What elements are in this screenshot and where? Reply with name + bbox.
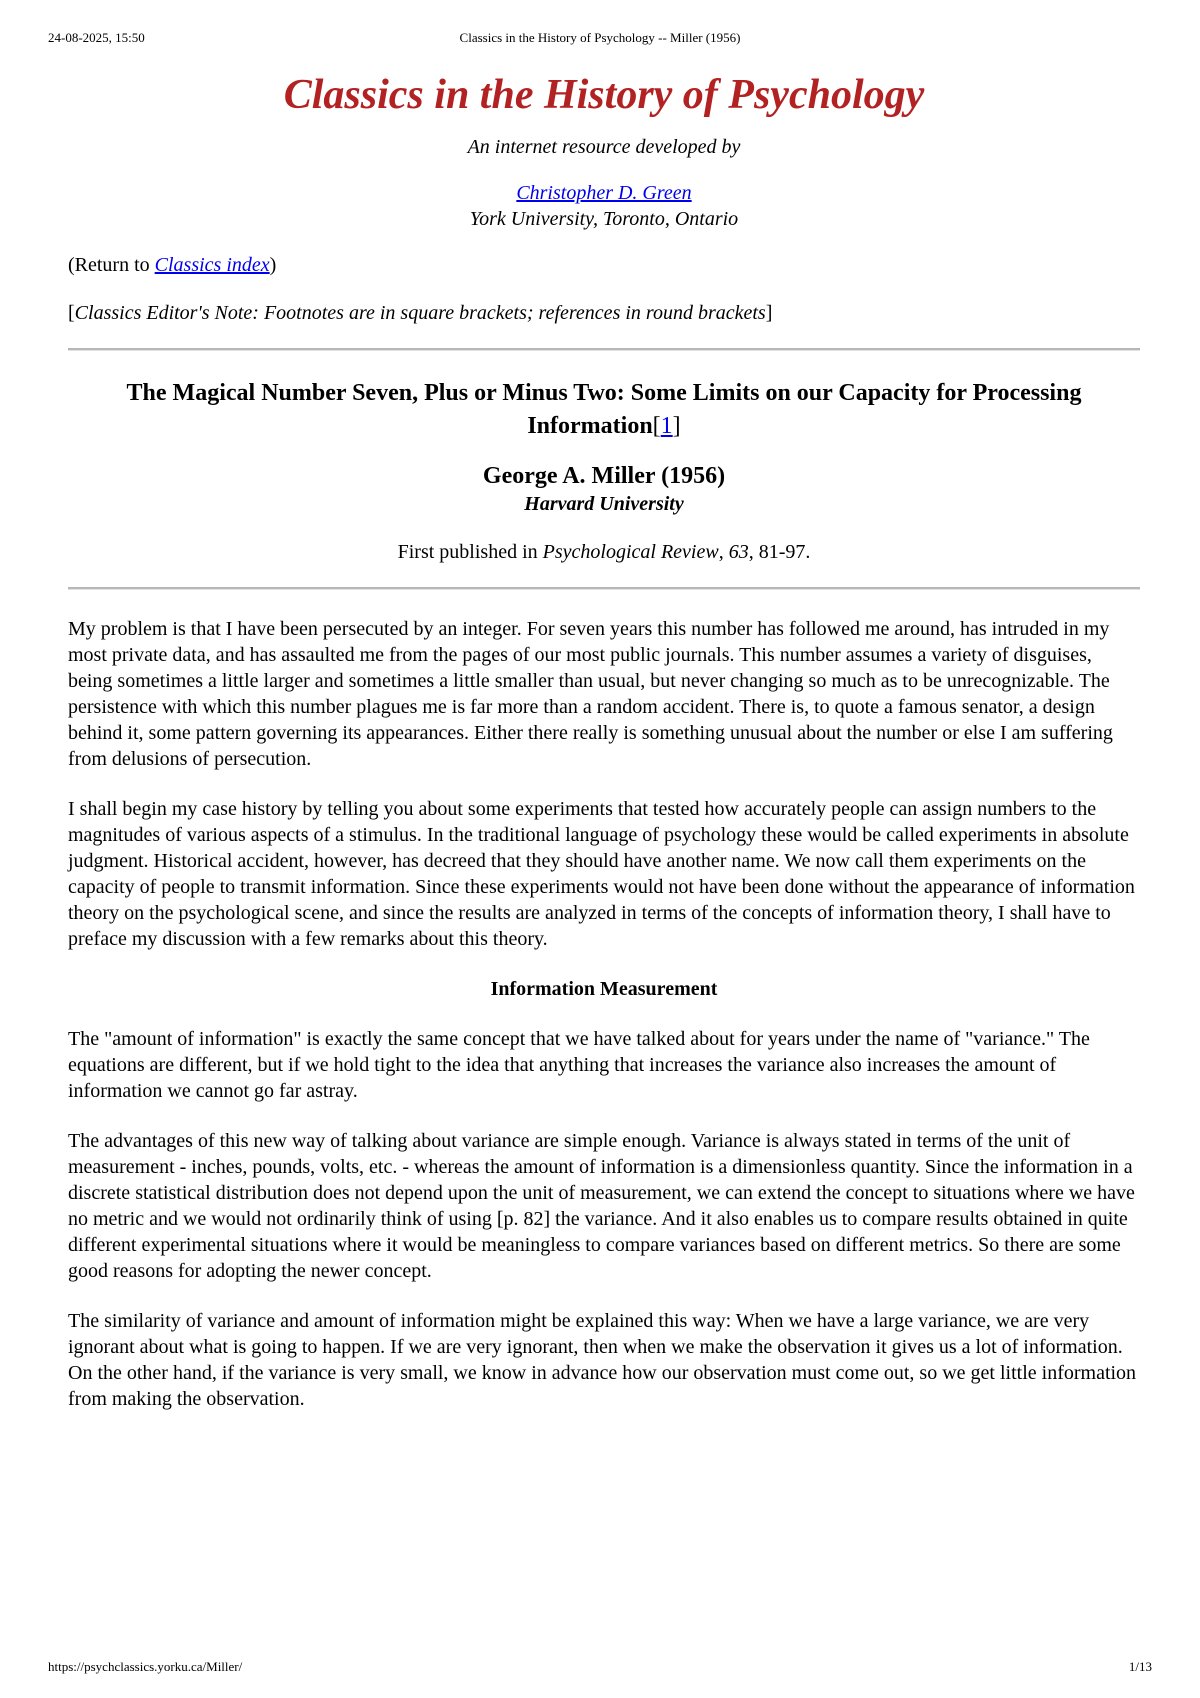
body-paragraph-2: I shall begin my case history by telling you about some experiments that tested how accurately people can assign numbers to the magnitudes of various aspects of a stimulus. In the traditional language of psychology these would be called experiments in absolute judgment. Historical accident, however, has decreed that they should have another name. We now call them experiments on the capacity of people to transmit information. Since these experiments would not have been done without the appearance of information theory on the psychological scene, and since the results are analyzed in terms of the concepts of information theory, I shall have to preface my discussion with a few remarks about this theory. (68, 798, 1135, 950)
footnote-ref (653, 413, 681, 439)
divider-top (68, 348, 1140, 351)
print-header (48, 30, 1152, 48)
return-nav (68, 252, 1140, 278)
paper-institution: Harvard University (524, 493, 684, 515)
return-prefix: (Return to (68, 254, 155, 276)
editor-note-open: [ (68, 302, 75, 324)
body-paragraph-3: The "amount of information" is exactly the same concept that we have talked about for years under the name of "variance." The equations are different, but if we hold tight to the idea that anything that increases the variance also increases the amount of information we cannot go far astray. (68, 1028, 1090, 1102)
paper-title (68, 377, 1140, 443)
footnote-open: [ (652, 413, 661, 439)
site-tagline: An internet resource developed by (467, 136, 741, 158)
editor-note (68, 300, 1140, 326)
site-title: Classics in the History of Psychology (283, 72, 925, 118)
divider-bottom (68, 587, 1140, 590)
classics-index-link[interactable]: Classics index (154, 254, 270, 276)
paper-author: George A. Miller (1956) (482, 463, 726, 489)
print-url: https://psychclassics.yorku.ca/Miller/ (48, 1659, 243, 1674)
journal-pages: , 81-97. (748, 541, 811, 563)
editor-note-text: Classics Editor's Note: Footnotes are in square brackets; references in round brackets (74, 302, 766, 324)
developer-line (68, 180, 1140, 206)
body-paragraph-4: The advantages of this new way of talking about variance are simple enough. Variance is always stated in terms of the unit of measurement - inches, pounds, volts, etc. - whereas the amount of information is a dimensionless quantity. Since the information in a discrete statistical distribution does not depend upon the unit of measurement, we can extend the concept to situations where we have no metric and we would not ordinarily think of using [p. 82] the variance. And it also enables us to compare results obtained in quite different experimental situations where it would be meaningless to compare variances based on different metrics. So there are some good reasons for adopting the newer concept. (68, 1130, 1135, 1282)
print-page-number: 1/13 (1128, 1659, 1152, 1674)
footnote-close: ] (672, 413, 681, 439)
paper-title-text: The Magical Number Seven, Plus or Minus Two: Some Limits on our Capacity for Processing Information (126, 380, 1082, 439)
print-footer (48, 1659, 1152, 1677)
return-suffix: ) (269, 254, 277, 276)
developer-affiliation: York University, Toronto, Ontario (469, 208, 739, 230)
developer-link[interactable]: Christopher D. Green (516, 182, 692, 204)
body-paragraph-5: The similarity of variance and amount of information might be explained this way: When we have a large variance, we are very ignorant about what is going to happen. If we are very ignorant, then when we make the observation it gives us a lot of information. On the other hand, if the variance is very small, we know in advance how our observation must come out, so we get little information from making the observation. (68, 1310, 1137, 1410)
print-page-title: Classics in the History of Psychology -- Miller (1956) (459, 30, 741, 45)
journal-volume: 63 (728, 541, 749, 563)
editor-note-close: ] (765, 302, 773, 324)
section-heading: Information Measurement (490, 978, 718, 1000)
pub-prefix: First published in (397, 541, 543, 563)
body-paragraph-1: My problem is that I have been persecuted by an integer. For seven years this number has followed me around, has intruded in my most private data, and has assaulted me from the pages of our most public journals. This number assumes a variety of disguises, being sometimes a little larger and sometimes a little smaller than usual, but never changing so much as to be unrecognizable. The persistence with which this number plagues me is far more than a random accident. There is, to quote a famous senator, a design behind it, some pattern governing its appearances. Either there really is something unusual about the number or else I am suffering from delusions of persecution. (68, 618, 1113, 770)
page-content (68, 66, 1140, 1412)
publication-info (68, 539, 1140, 565)
journal-name: Psychological Review (542, 541, 719, 563)
pub-sep: , (718, 541, 729, 563)
print-datetime: 24-08-2025, 15:50 (48, 30, 145, 45)
developer-block (68, 180, 1140, 232)
footnote-1-link[interactable]: 1 (660, 413, 673, 439)
